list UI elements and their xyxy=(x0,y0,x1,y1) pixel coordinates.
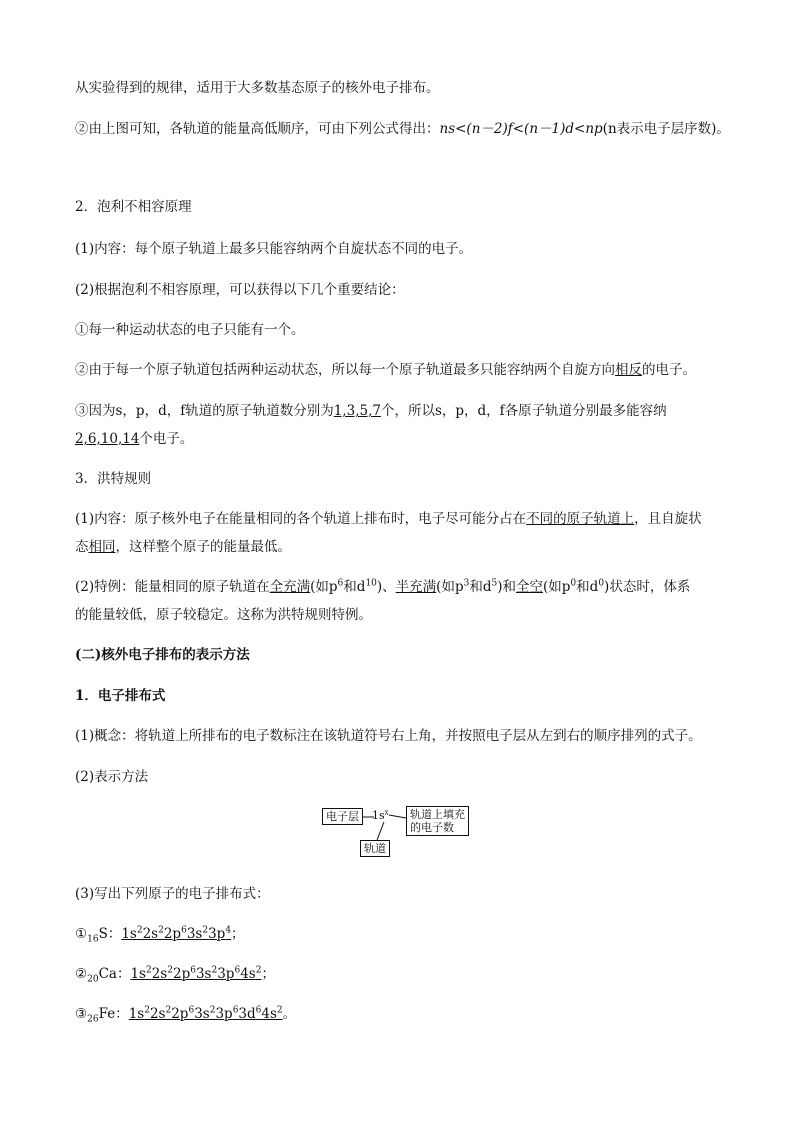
config-method: (2)表示方法 xyxy=(75,769,149,785)
orbital-symbol xyxy=(372,809,389,822)
heading-pauli: 2．泡利不相容原理 xyxy=(75,199,192,215)
subshell: 3p xyxy=(215,1006,233,1022)
atomic-number: 16 xyxy=(87,934,99,945)
energy-order-text: ②由上图可知，各轨道的能量高低顺序，可由下列公式得出： xyxy=(75,121,440,137)
subshell: 4s xyxy=(261,1006,277,1022)
subshell: 3s xyxy=(195,966,212,982)
subshell: 3s xyxy=(194,1006,210,1022)
answer-underlined: 1,3,5,7 xyxy=(333,403,381,419)
element-symbol: S： xyxy=(98,926,122,942)
hund-content xyxy=(75,507,702,527)
answer-underlined: 半充满 xyxy=(395,579,437,595)
text: ②由于每一个原子轨道包括两种运动状态，所以每一个原子轨道最多只能容纳两个自旋方向 xyxy=(75,362,615,378)
text: 个电子。 xyxy=(139,431,194,447)
answer-underlined: 相同 xyxy=(88,539,116,555)
superscript: 0 xyxy=(598,578,605,589)
pauli-conclusion-1: ①每一种运动状态的电子只能有一个。 xyxy=(75,322,305,338)
answer-underlined: 不同的原子轨道上 xyxy=(526,511,635,527)
electron-count: 2 xyxy=(255,965,262,976)
element-symbol: Fe： xyxy=(98,1006,129,1022)
text: (如p xyxy=(543,579,571,595)
electron-count: 6 xyxy=(234,965,241,976)
heading-representation: (二)核外电子排布的表示方法 xyxy=(75,647,250,663)
atomic-number: 26 xyxy=(87,1014,99,1025)
superscript: 0 xyxy=(570,578,577,589)
text: ，且自旋状 xyxy=(634,511,702,527)
text: )、 xyxy=(376,579,396,595)
subshell: 2s xyxy=(149,1006,166,1022)
text: 和d xyxy=(343,579,366,595)
text: )和 xyxy=(497,579,516,595)
orbital-label: 轨道 xyxy=(360,840,390,857)
electron-count: 2 xyxy=(167,965,173,976)
subshell: 3p xyxy=(217,966,235,982)
text: (1)内容：原子核外电子在能量相同的各个轨道上排布时，电子尽可能分占在 xyxy=(75,511,527,527)
superscript: 3 xyxy=(463,578,470,589)
electron-count: 6 xyxy=(188,1005,195,1016)
electron-count: 2 xyxy=(144,1005,150,1016)
electron-count: 6 xyxy=(255,1005,262,1016)
count-line-1: 轨道上填充 xyxy=(410,808,465,821)
subshell: 4s xyxy=(240,966,256,982)
subshell: 1s xyxy=(130,966,146,982)
pauli-conclusions-intro: (2)根据泡利不相容原理，可以获得以下几个重要结论： xyxy=(75,282,405,298)
heading-electron-config: 1．电子排布式 xyxy=(75,688,166,704)
text: )状态时，体系 xyxy=(604,579,691,595)
example-label: ② xyxy=(75,966,88,982)
subshell: 2p xyxy=(163,926,182,942)
paragraph-energy-order xyxy=(75,117,730,137)
text: (2)特例：能量相同的原子轨道在 xyxy=(75,579,270,595)
hund-special-cont: 的能量较低，原子较稳定。这称为洪特规则特例。 xyxy=(75,607,372,623)
subshell: 1s xyxy=(128,1006,145,1022)
punctuation: ； xyxy=(231,926,245,942)
heading-hund: 3．洪特规则 xyxy=(75,471,152,487)
subshell: 2p xyxy=(171,1006,189,1022)
subshell: 3s xyxy=(186,926,203,942)
superscript: 5 xyxy=(491,578,498,589)
electron-count: 2 xyxy=(211,965,218,976)
config-concept: (1)概念：将轨道上所排布的电子数标注在该轨道符号右上角，并按照电子层从左到右的顺序排列的式子。 xyxy=(75,728,702,744)
text: (如p xyxy=(436,579,464,595)
hund-content-cont xyxy=(75,535,291,555)
pauli-conclusion-3-cont xyxy=(75,427,193,447)
punctuation: 。 xyxy=(282,1006,297,1022)
orbital-formula-sup: x xyxy=(384,808,389,817)
electron-count: 2 xyxy=(276,1005,283,1016)
example-label: ① xyxy=(75,926,88,942)
config-example-ca xyxy=(75,962,275,985)
text: 的电子。 xyxy=(642,362,696,378)
subshell: 1s xyxy=(121,926,137,942)
answer-underlined xyxy=(130,966,261,982)
subshell: 3d xyxy=(238,1006,256,1022)
answer-underlined xyxy=(121,926,231,942)
element-symbol: Ca： xyxy=(98,966,131,982)
config-exercise-intro: (3)写出下列原子的电子排布式： xyxy=(75,886,270,902)
config-example-fe xyxy=(75,1002,297,1025)
layer-label: 电子层 xyxy=(322,808,363,825)
electron-count: 2 xyxy=(165,1005,172,1016)
electron-count: 2 xyxy=(145,965,152,976)
superscript: 6 xyxy=(337,578,344,589)
pauli-conclusion-3 xyxy=(75,399,667,419)
answer-underlined xyxy=(129,1006,283,1022)
electron-count-label xyxy=(406,806,469,836)
subshell: 2s xyxy=(151,966,168,982)
electron-count: 6 xyxy=(181,925,187,936)
text: 个，所以s，p，d，f各原子轨道分别最多能容纳 xyxy=(380,403,667,419)
paragraph-rule-summary: 从实验得到的规律，适用于大多数基态原子的核外电子排布。 xyxy=(75,80,440,96)
energy-order-note: (n表示电子层序数)。 xyxy=(602,121,730,137)
energy-order-formula: ns<(n－2)f<(n－1)d<np xyxy=(439,121,603,137)
count-line-2: 的电子数 xyxy=(410,821,454,834)
config-notation-diagram xyxy=(322,806,472,858)
atomic-number: 20 xyxy=(87,974,99,985)
text: 和d xyxy=(469,579,492,595)
electron-count: 2 xyxy=(158,925,164,936)
subshell: 3p xyxy=(208,926,226,942)
text: ，这样整个原子的能量最低。 xyxy=(115,539,291,555)
orbital-formula: 1s xyxy=(372,809,385,822)
electron-count: 6 xyxy=(190,965,196,976)
hund-special xyxy=(75,575,690,595)
text: 和d xyxy=(576,579,599,595)
answer-underlined: 相反 xyxy=(615,362,642,378)
subshell: 2s xyxy=(142,926,159,942)
text: 态 xyxy=(75,539,89,555)
subshell: 2p xyxy=(172,966,191,982)
answer-underlined: 全空 xyxy=(516,579,543,595)
config-example-s xyxy=(75,922,245,945)
superscript: 10 xyxy=(365,578,377,589)
pauli-content: (1)内容：每个原子轨道上最多只能容纳两个自旋状态不同的电子。 xyxy=(75,241,473,257)
text: (如p xyxy=(310,579,338,595)
answer-underlined: 2,6,10,14 xyxy=(75,431,140,447)
answer-underlined: 全充满 xyxy=(269,579,311,595)
text: ③因为s，p，d，f轨道的原子轨道数分别为 xyxy=(75,403,334,419)
electron-count: 2 xyxy=(202,925,209,936)
example-label: ③ xyxy=(75,1006,88,1022)
electron-count: 2 xyxy=(209,1005,216,1016)
punctuation: ； xyxy=(261,966,275,982)
electron-count: 4 xyxy=(225,925,232,936)
electron-count: 2 xyxy=(136,925,143,936)
pauli-conclusion-2 xyxy=(75,358,696,378)
electron-count: 6 xyxy=(232,1005,239,1016)
